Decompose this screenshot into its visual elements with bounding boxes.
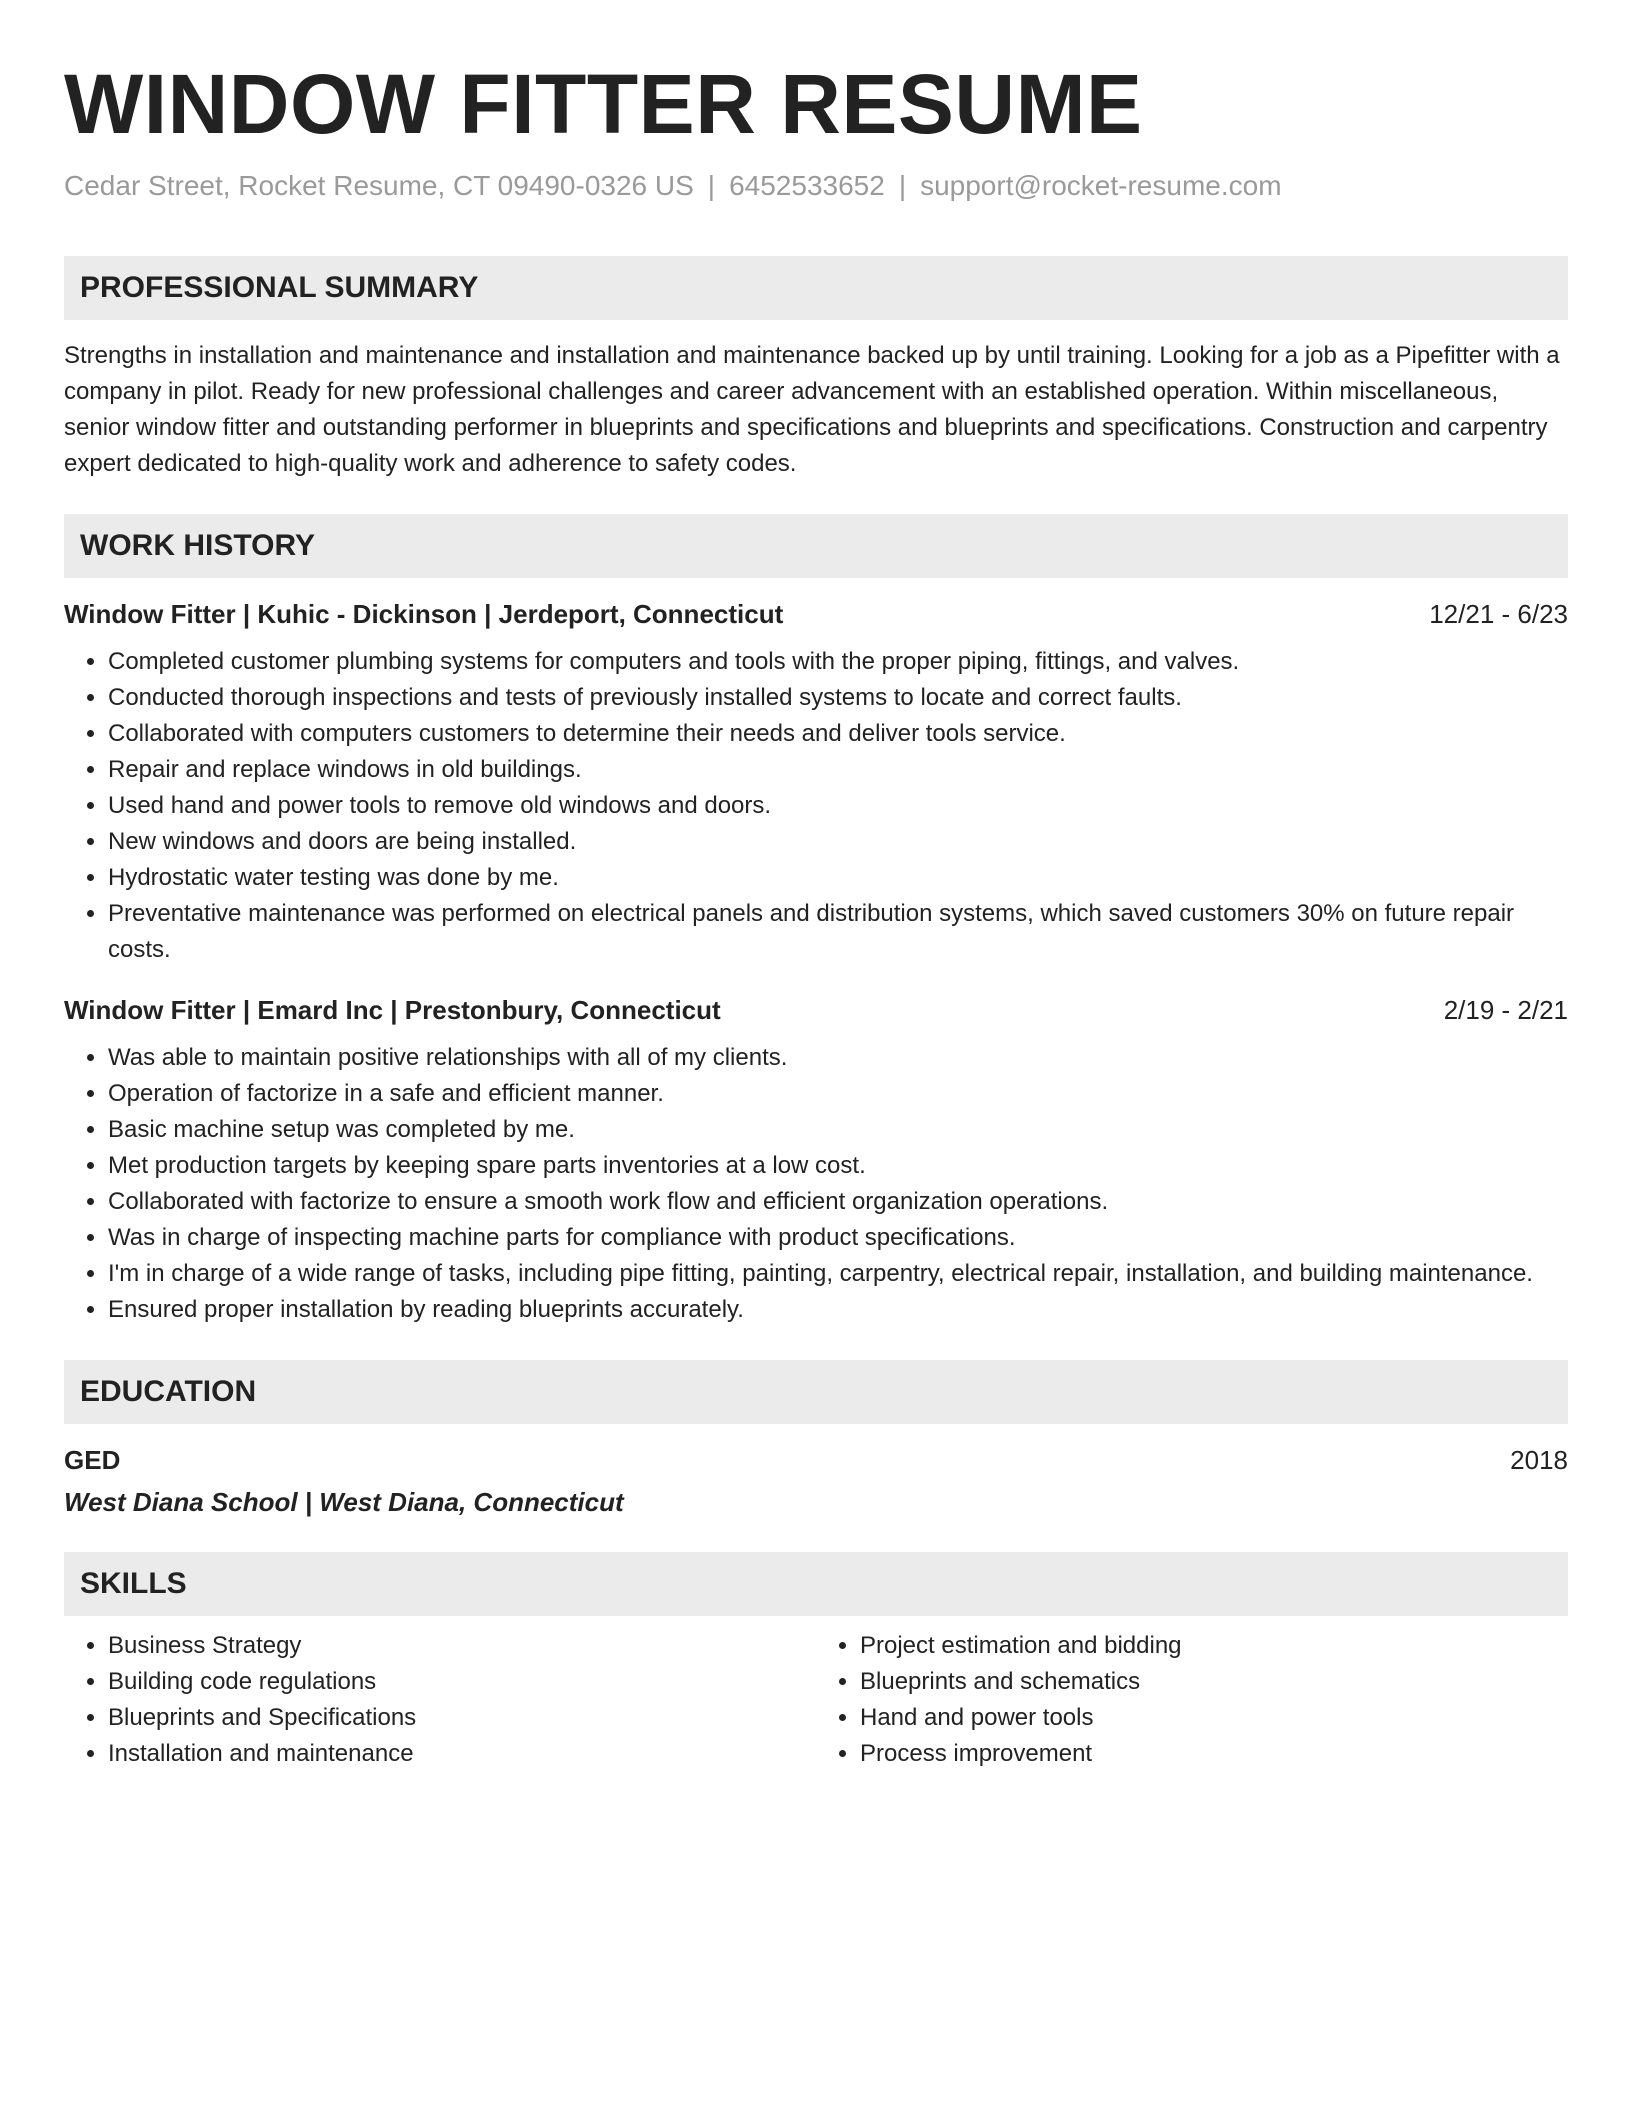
skill-item: • Business Strategy (108, 1628, 816, 1664)
skill-item: • Process improvement (860, 1736, 1568, 1772)
skills-list (816, 1628, 1568, 1772)
contact-phone: 6452533652 (729, 170, 885, 201)
job-duty: • Operation of factorize in a safe and efficient manner. (108, 1076, 1568, 1112)
section-header-summary: PROFESSIONAL SUMMARY (64, 256, 1568, 320)
skill-item: • Blueprints and schematics (860, 1664, 1568, 1700)
job-duty: • Ensured proper installation by reading blueprints accurately. (108, 1292, 1568, 1328)
skill-item: • Project estimation and bidding (860, 1628, 1568, 1664)
education-header (64, 1442, 1568, 1478)
resume-title: WINDOW FITTER RESUME (64, 57, 1143, 151)
contact-address: Cedar Street, Rocket Resume, CT 09490-0326 US (64, 170, 694, 201)
job-header (64, 596, 1568, 632)
job-header (64, 992, 1568, 1028)
education-degree: GED (64, 1445, 121, 1475)
job-dates: 12/21 - 6/23 (1429, 599, 1568, 629)
job-entry (64, 992, 1568, 1328)
contact-line (64, 168, 1568, 204)
contact-separator: | (707, 170, 716, 201)
skill-item: • Blueprints and Specifications (108, 1700, 816, 1736)
job-duty: • Used hand and power tools to remove old windows and doors. (108, 788, 1568, 824)
job-duty: • Collaborated with computers customers to determine their needs and deliver tools service. (108, 716, 1568, 752)
job-duties-list (64, 1040, 1568, 1328)
job-duty: • Hydrostatic water testing was done by me. (108, 860, 1568, 896)
job-duty: • I'm in charge of a wide range of tasks, including pipe fitting, painting, carpentry, electrical repair, installation, and building maintenance. (108, 1256, 1568, 1292)
job-entry (64, 596, 1568, 968)
skills-column-left (64, 1628, 816, 1772)
job-duty: • Preventative maintenance was performed on electrical panels and distribution systems, which saved customers 30% on future repair costs. (108, 896, 1568, 968)
job-duty: • Conducted thorough inspections and tests of previously installed systems to locate and correct faults. (108, 680, 1568, 716)
job-dates: 2/19 - 2/21 (1443, 995, 1568, 1025)
job-duty: • Met production targets by keeping spare parts inventories at a low cost. (108, 1148, 1568, 1184)
job-duty: • Completed customer plumbing systems for computers and tools with the proper piping, fittings, and valves. (108, 644, 1568, 680)
education-year: 2018 (1510, 1445, 1568, 1475)
job-title: Window Fitter | Emard Inc | Prestonbury, Connecticut (64, 995, 721, 1025)
section-header-work-history: WORK HISTORY (64, 514, 1568, 578)
skill-item: • Hand and power tools (860, 1700, 1568, 1736)
skills-list (64, 1628, 816, 1772)
job-duties-list (64, 644, 1568, 968)
section-header-skills: SKILLS (64, 1552, 1568, 1616)
contact-separator: | (898, 170, 907, 201)
job-duty: • Repair and replace windows in old buildings. (108, 752, 1568, 788)
job-duty: • Was able to maintain positive relationships with all of my clients. (108, 1040, 1568, 1076)
job-duty: • Collaborated with factorize to ensure a smooth work flow and efficient organization operations. (108, 1184, 1568, 1220)
summary-text: Strengths in installation and maintenance and installation and maintenance backed up by until training. Looking for a job as a Pipefitter with a company in pilot. Ready for new professional challenges and career advancement with an established operation. Within miscellaneous, senior window fitter and outstanding performer in blueprints and specifications and blueprints and specifications. Construction and carpentry expert dedicated to high-quality work and adherence to safety codes. (64, 342, 1560, 477)
job-title: Window Fitter | Kuhic - Dickinson | Jerdeport, Connecticut (64, 599, 784, 629)
job-duty: • Was in charge of inspecting machine parts for compliance with product specifications. (108, 1220, 1568, 1256)
skill-item: • Building code regulations (108, 1664, 816, 1700)
skills-grid (64, 1628, 1568, 1772)
job-duty: • Basic machine setup was completed by me. (108, 1112, 1568, 1148)
skills-column-right (816, 1628, 1568, 1772)
skill-item: • Installation and maintenance (108, 1736, 816, 1772)
section-header-education: EDUCATION (64, 1360, 1568, 1424)
job-duty: • New windows and doors are being installed. (108, 824, 1568, 860)
education-school: West Diana School | West Diana, Connecticut (64, 1487, 624, 1517)
contact-email: support@rocket-resume.com (920, 170, 1282, 201)
